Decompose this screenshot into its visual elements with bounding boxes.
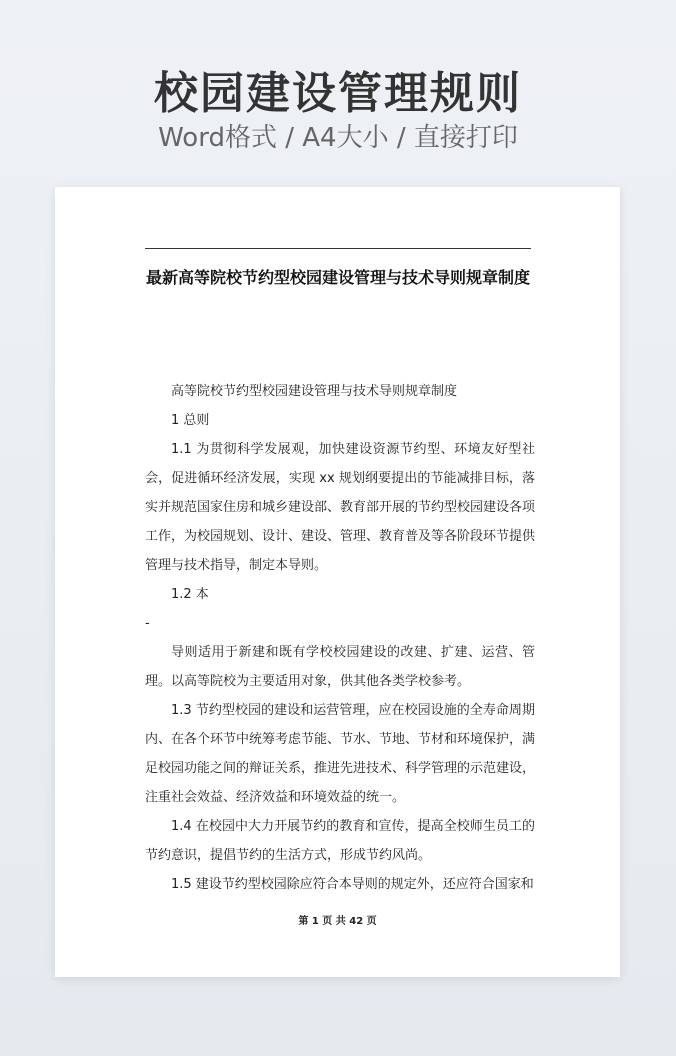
paragraph: 1.2 本 xyxy=(171,587,209,602)
paragraph: 1.3 节约型校园的建设和运营管理，应在校园设施的全寿命周期内、在各个环节中统筹考虑节能、节水、节地、节材和环境保护，满足校园功能之间的辩证关系，推进先进技术、科学管理的示范建设，注重社会效益、经济效益和环境效益的统一。 xyxy=(145,703,536,805)
paragraph: 高等院校节约型校园建设管理与技术导则规章制度 xyxy=(171,384,458,399)
paragraph: - xyxy=(145,616,150,631)
page-number: 第 1 页 共 42 页 xyxy=(298,916,377,927)
paragraph: 1.4 在校园中大力开展节约的教育和宣传，提高全校师生员工的节约意识，提倡节约的生活方式，形成节约风尚。 xyxy=(145,819,535,863)
document-body xyxy=(145,377,535,899)
document-page xyxy=(55,187,620,977)
header-rule xyxy=(145,248,531,249)
document-title: 最新高等院校节约型校园建设管理与技术导则规章制度 xyxy=(145,268,530,287)
section-heading: 1 总则 xyxy=(171,413,210,428)
banner-title: 校园建设管理规则 xyxy=(154,68,522,119)
paragraph: 1.5 建设节约型校园除应符合本导则的规定外，还应符合国家和 xyxy=(171,877,534,892)
banner-subtitle: Word格式 / A4大小 / 直接打印 xyxy=(158,123,518,153)
paragraph: 导则适用于新建和既有学校校园建设的改建、扩建、运营、管理。以高等院校为主要适用对象，供其他各类学校参考。 xyxy=(145,645,535,689)
paragraph: 1.1 为贯彻科学发展观，加快建设资源节约型、环境友好型社会，促进循环经济发展，实现 xx 规划纲要提出的节能减排目标，落实并规范国家住房和城乡建设部、教育部开展的节约型校园建设各项工作，为校园规划、设计、建设、管理、教育普及等各阶段环节提供管理与技术指导，制定本导则。 xyxy=(145,442,536,573)
